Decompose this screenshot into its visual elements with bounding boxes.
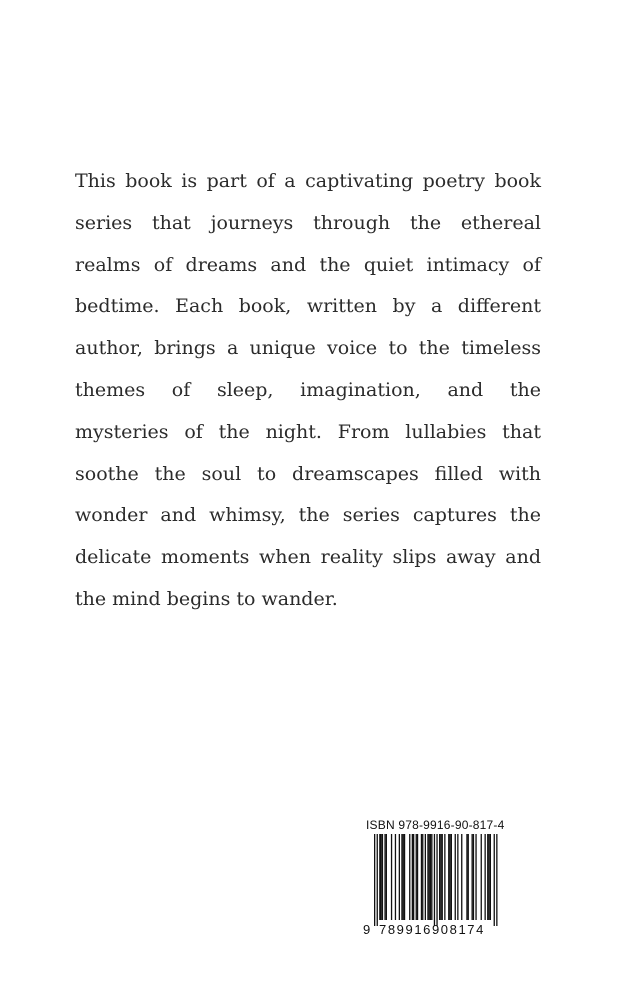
barcode-bar — [466, 834, 467, 920]
barcode-bar — [403, 834, 404, 920]
barcode-bar — [444, 834, 445, 920]
barcode-bar — [412, 834, 413, 920]
barcode-guard-bar — [374, 834, 375, 926]
barcode-guard-bar — [434, 834, 435, 926]
barcode-bar — [391, 834, 392, 920]
barcode-bar — [429, 834, 430, 920]
description-line-9: wonder and whimsy, the series captures the — [75, 504, 541, 527]
barcode-bar — [384, 834, 385, 920]
barcode-bar — [439, 834, 440, 920]
barcode-bar — [490, 834, 491, 920]
barcode-bar — [381, 834, 382, 920]
description-line-6: themes of sleep, imagination, and the — [75, 378, 541, 401]
barcode-bar — [449, 834, 450, 920]
description-line-8: soothe the soul to dreamscapes filled with — [75, 462, 541, 485]
barcode-bar — [457, 834, 458, 920]
description-line-2: series that journeys through the ethereal — [75, 211, 541, 234]
barcode-bar — [395, 834, 396, 920]
description-line-5: author, brings a unique voice to the timeless — [75, 337, 541, 360]
description-line-3: realms of dreams and the quiet intimacy of — [75, 253, 541, 276]
barcode-bar — [409, 834, 410, 920]
barcode-bar — [417, 834, 418, 920]
barcode-bar — [404, 834, 405, 920]
barcode-bar — [448, 834, 449, 920]
barcode-bar — [481, 834, 482, 920]
barcode-bar — [425, 834, 426, 920]
barcode-guard-bar — [436, 834, 437, 926]
barcode-bar — [473, 834, 474, 920]
barcode-bar — [472, 834, 473, 920]
barcode-image — [360, 834, 502, 926]
book-description — [75, 161, 541, 621]
barcode-guard-bar — [494, 834, 495, 926]
isbn-barcode-block — [360, 818, 505, 938]
barcode-bar — [455, 834, 456, 920]
barcode-bar — [416, 834, 417, 920]
isbn-label: ISBN 978-9916-90-817-4 — [366, 818, 505, 832]
barcode-bar — [488, 834, 489, 920]
barcode-first-digit: 9 — [363, 922, 371, 937]
barcode-bar — [431, 834, 432, 920]
description-line-4: bedtime. Each book, written by a different — [75, 295, 541, 318]
barcode-bar — [487, 834, 488, 920]
barcode-bar — [379, 834, 380, 920]
description-line-10: delicate moments when reality slips away and — [75, 546, 541, 569]
barcode-guard-bar — [377, 834, 378, 926]
barcode-bar — [451, 834, 452, 920]
barcode-bar — [382, 834, 383, 920]
barcode-bar — [475, 834, 476, 920]
description-line-7: mysteries of the night. From lullabies that — [75, 420, 541, 443]
description-line-11: the mind begins to wander. — [75, 587, 338, 610]
description-line-1: This book is part of a captivating poetry book — [75, 170, 541, 192]
barcode-guard-bar — [496, 834, 497, 926]
barcode-bar — [442, 834, 443, 920]
barcode-bar — [386, 834, 387, 920]
barcode-bar — [468, 834, 469, 920]
barcode-bar — [427, 834, 428, 920]
barcode-bar — [461, 834, 462, 920]
barcode-digits: 789916908174 — [379, 922, 485, 937]
barcode-bar — [421, 834, 422, 920]
barcode-bar — [413, 834, 414, 920]
barcode-bar — [440, 834, 441, 920]
barcode-bar — [485, 834, 486, 920]
barcode-bar — [399, 834, 400, 920]
barcode-bar — [430, 834, 431, 920]
barcode-bar — [422, 834, 423, 920]
barcode-bar — [401, 834, 402, 920]
